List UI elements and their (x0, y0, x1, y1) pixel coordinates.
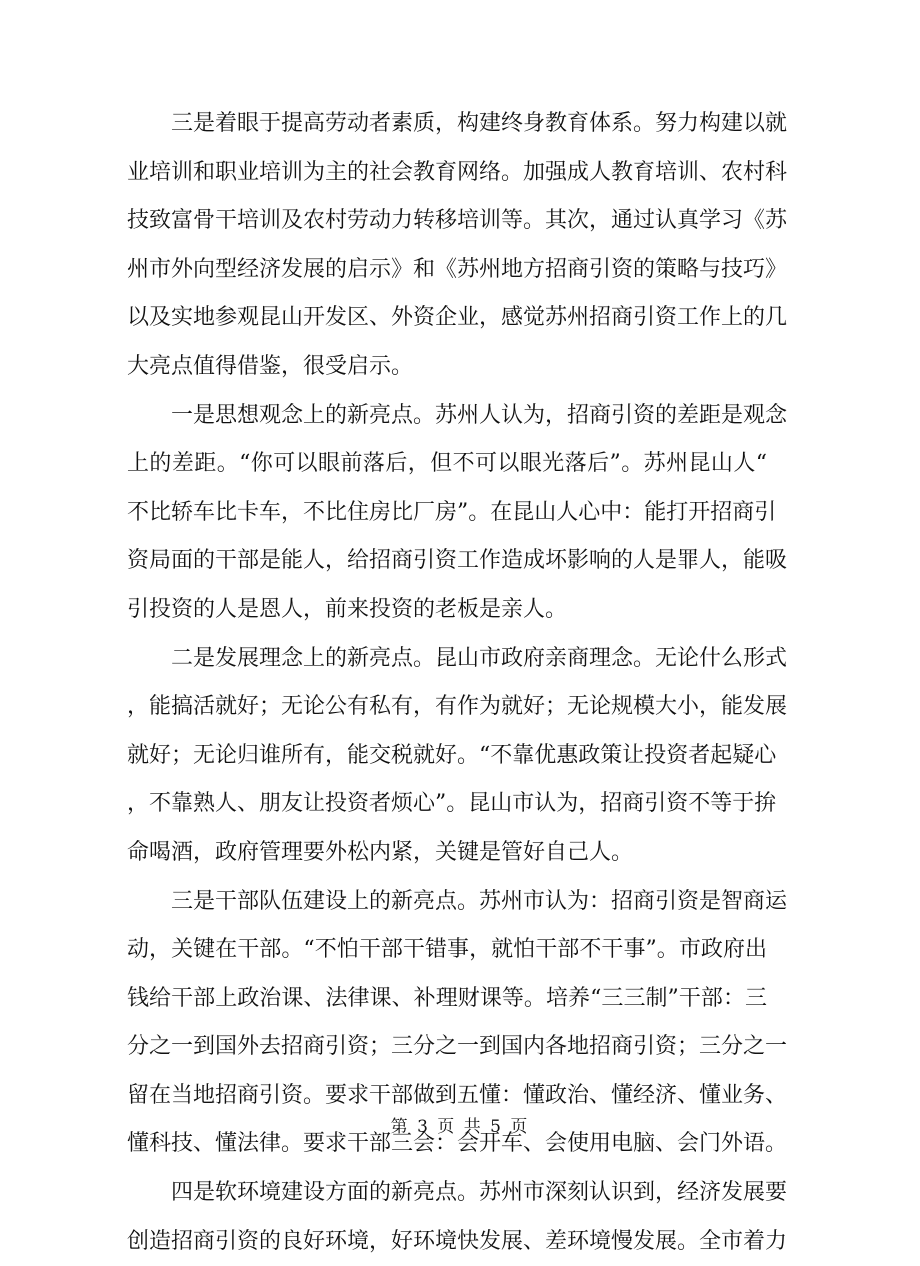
text-line: 动，关键在干部。“不怕干部干错事，就怕干部不干事”。市政府出 (127, 937, 767, 963)
text-line: 州市外向型经济发展的启示》和《苏州地方招商引资的策略与技巧》 (127, 256, 788, 282)
page-footer (0, 1112, 920, 1137)
text-line: 资局面的干部是能人，给招商引资工作造成坏影响的人是罪人，能吸 (127, 548, 788, 574)
text-line: 技致富骨干培训及农村劳动力转移培训等。其次，通过认真学习《苏 (127, 208, 788, 234)
text-line: 上的差距。“你可以眼前落后，但不可以眼光落后”。苏州昆山人“ (127, 451, 767, 477)
text-line: ，能搞活就好；无论公有私有，有作为就好；无论规模大小，能发展 (127, 694, 788, 720)
text-line: ，不靠熟人、朋友让投资者烦心”。昆山市认为，招商引资不等于拚 (127, 791, 777, 817)
text-line: 业培训和职业培训为主的社会教育网络。加强成人教育培训、农村科 (127, 159, 788, 185)
text-line: 引投资的人是恩人，前来投资的老板是亲人。 (127, 596, 568, 622)
text-line: 命喝酒，政府管理要外松内紧，关键是管好自己人。 (127, 839, 634, 865)
text-line: 以及实地参观昆山开发区、外资企业，感觉苏州招商引资工作上的几 (127, 305, 788, 331)
text-line: 钱给干部上政治课、法律课、补理财课等。培养“三三制”干部：三 (127, 985, 767, 1011)
text-line: 二是发展理念上的新亮点。昆山市政府亲商理念。无论什么形式 (171, 645, 788, 671)
text-line: 四是软环境建设方面的新亮点。苏州市深刻认识到，经济发展要 (171, 1180, 788, 1206)
text-line: 一是思想观念上的新亮点。苏州人认为，招商引资的差距是观念 (171, 402, 788, 428)
text-line: 懂科技、懂法律。要求干部三会：会开车、会使用电脑、会门外语。 (127, 1131, 788, 1157)
text-line: 不比轿车比卡车，不比住房比厂房”。在昆山人心中：能打开招商引 (127, 499, 777, 525)
text-line: 就好；无论归谁所有，能交税就好。“不靠优惠政策让投资者起疑心 (127, 742, 777, 768)
page-number-label: 第 3 页 共 5 页 (390, 1117, 530, 1137)
text-line: 分之一到国外去招商引资；三分之一到国内各地招商引资；三分之一 (127, 1034, 788, 1060)
text-line: 创造招商引资的良好环境，好环境快发展、差环境慢发展。全市着力 (127, 1228, 788, 1254)
text-line: 留在当地招商引资。要求干部做到五懂：懂政治、懂经济、懂业务、 (127, 1082, 788, 1108)
text-line: 大亮点值得借鉴，很受启示。 (127, 353, 414, 379)
text-line: 三是着眼于提高劳动者素质，构建终身教育体系。努力构建以就 (171, 111, 788, 136)
text-line: 三是干部队伍建设上的新亮点。苏州市认为：招商引资是智商运 (171, 888, 788, 914)
body-text (127, 100, 788, 1266)
